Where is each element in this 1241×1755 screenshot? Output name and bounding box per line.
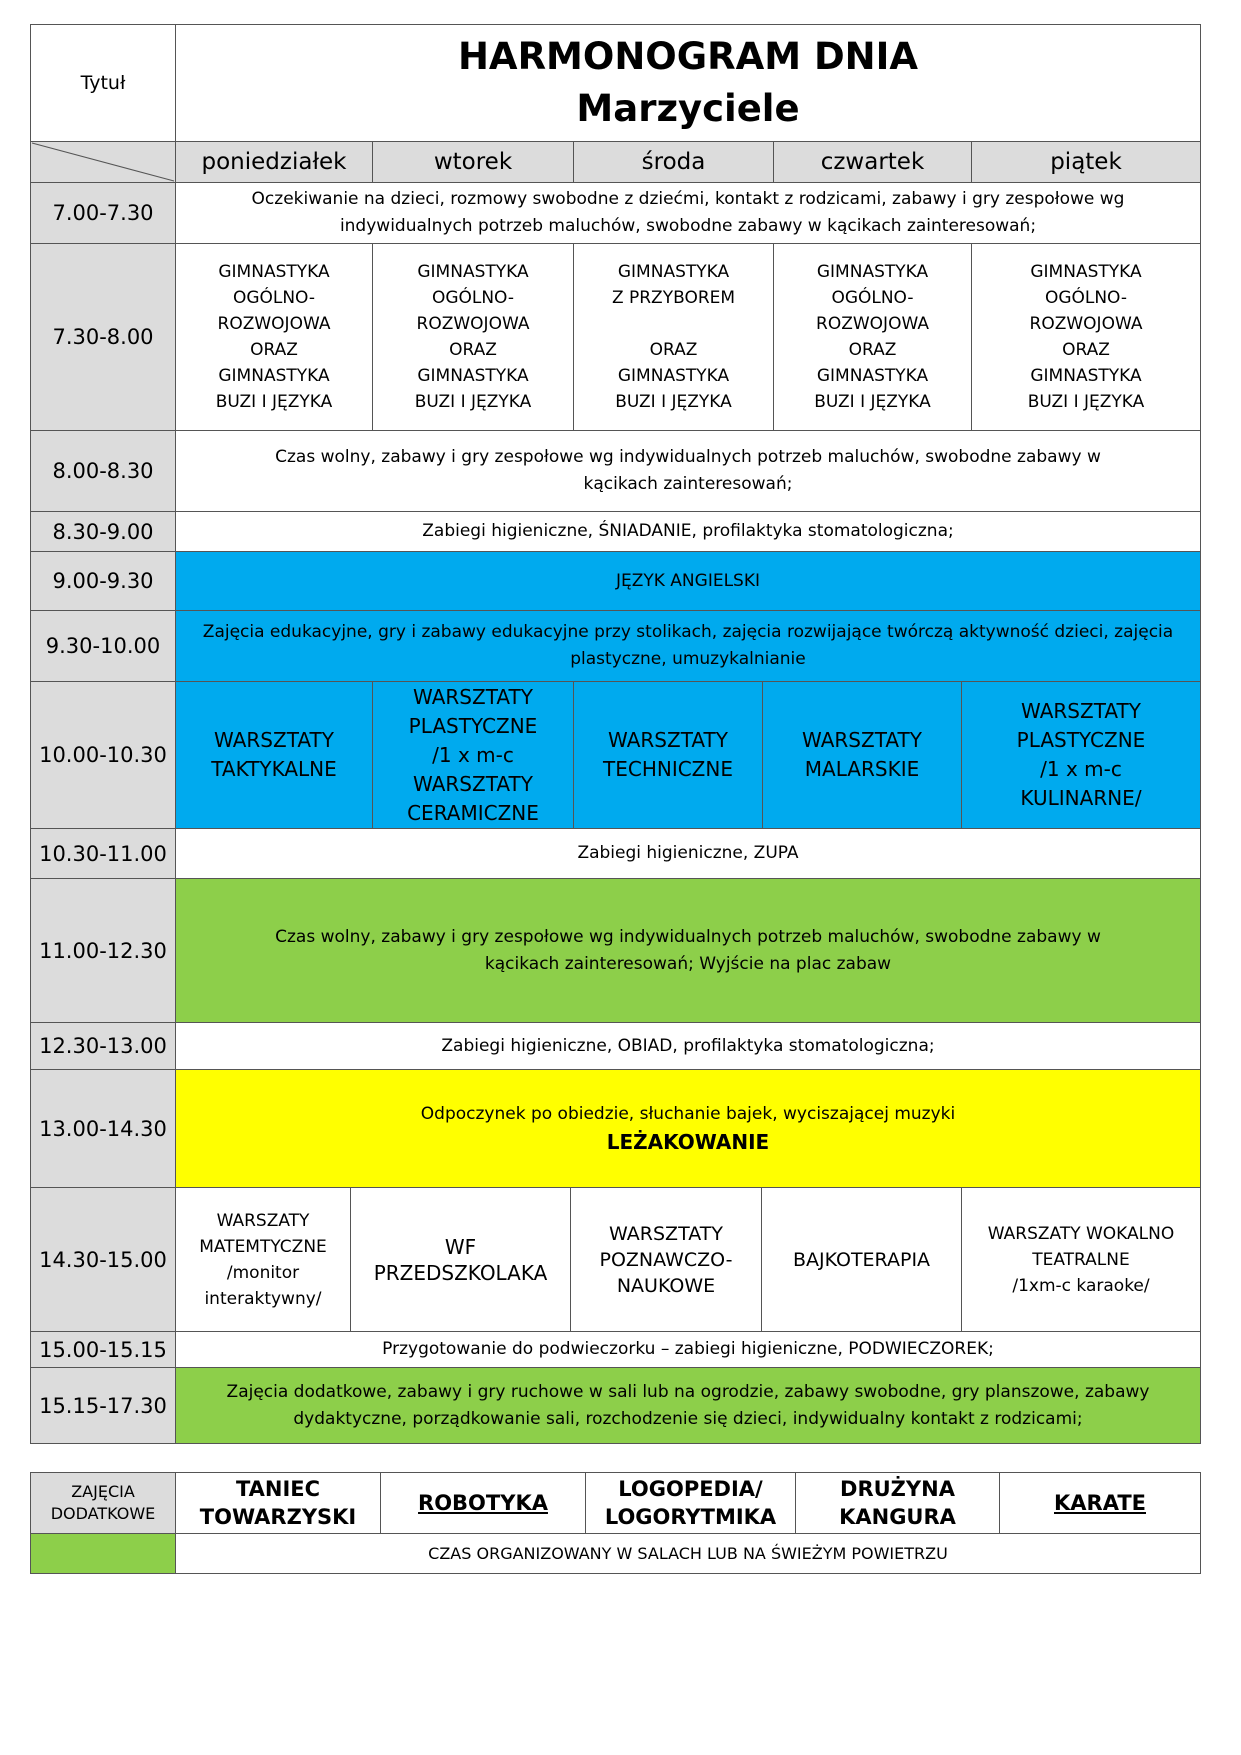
gym-line: GIMNASTYKA bbox=[417, 262, 529, 282]
gym-line: ORAZ bbox=[649, 340, 698, 360]
time-cell: 12.30-13.00 bbox=[30, 1022, 176, 1070]
workshop-line: TECHNICZNE bbox=[603, 757, 733, 781]
day-wednesday: środa bbox=[573, 141, 774, 183]
workshop-line: PLASTYCZNE bbox=[408, 713, 538, 738]
workshop-line: WARSZTATY bbox=[1021, 699, 1141, 723]
extras-label-line: DODATKOWE bbox=[50, 1504, 156, 1523]
workshop-thursday bbox=[762, 681, 962, 829]
activity-cell: Przygotowanie do podwieczorku – zabiegi higieniczne, PODWIECZOREK; bbox=[175, 1331, 1201, 1368]
time-cell: 15.15-17.30 bbox=[30, 1367, 176, 1444]
gym-line: GIMNASTYKA bbox=[816, 366, 929, 386]
time-cell: 10.30-11.00 bbox=[30, 828, 176, 879]
time-cell: 7.30-8.00 bbox=[30, 243, 176, 431]
gym-line: BUZI I JĘZYKA bbox=[615, 392, 732, 412]
gym-line: BUZI I JĘZYKA bbox=[1027, 392, 1145, 412]
gym-line: GIMNASTYKA bbox=[617, 262, 730, 282]
extras-label-cell bbox=[30, 1472, 176, 1534]
gym-line: OGÓLNO- bbox=[1044, 288, 1128, 308]
time-cell: 9.30-10.00 bbox=[30, 610, 176, 682]
gym-line: GIMNASTYKA bbox=[816, 262, 929, 282]
corner-cell bbox=[30, 141, 176, 183]
gym-line: ORAZ bbox=[1062, 340, 1110, 360]
gym-line: ROZWOJOWA bbox=[1029, 314, 1143, 334]
workshop-line: /1 x m-c bbox=[432, 742, 514, 767]
extra-line: LOGOPEDIA/ bbox=[618, 1477, 763, 1501]
extra-kangaroo-team bbox=[795, 1472, 1000, 1534]
extra-robotics bbox=[380, 1472, 586, 1534]
title-cell bbox=[175, 24, 1201, 142]
nap-cell bbox=[175, 1069, 1201, 1188]
activity-cell: Zabiegi higieniczne, ZUPA bbox=[175, 828, 1201, 879]
afternoon-tuesday bbox=[350, 1187, 571, 1332]
afternoon-friday bbox=[961, 1187, 1201, 1332]
activity-cell: Zajęcia dodatkowe, zabawy i gry ruchowe w sali lub na ogrodzie, zabawy swobodne, gry planszowe, zabawy dydaktyczne, porządkowanie sali, rozchodzenie się dzieci, indywidualny kontakt z rodzicami; bbox=[175, 1367, 1201, 1444]
afternoon-line: NAUKOWE bbox=[616, 1274, 716, 1297]
extra-speech-therapy bbox=[585, 1472, 796, 1534]
extra-line: ROBOTYKA bbox=[418, 1491, 548, 1515]
workshop-line: WARSZTATY bbox=[413, 684, 533, 709]
time-cell: 14.30-15.00 bbox=[30, 1187, 176, 1332]
gym-line: OGÓLNO- bbox=[431, 288, 515, 308]
extras-label-line: ZAJĘCIA bbox=[71, 1482, 135, 1501]
afternoon-line: /monitor bbox=[226, 1262, 300, 1283]
day-friday: piątek bbox=[971, 141, 1201, 183]
workshop-line: WARSZTATY bbox=[413, 771, 533, 796]
afternoon-line: interaktywny/ bbox=[204, 1288, 322, 1309]
workshop-line: WARSZTATY bbox=[214, 728, 334, 752]
time-cell: 8.00-8.30 bbox=[30, 430, 176, 512]
gym-line: GIMNASTYKA bbox=[617, 366, 730, 386]
gym-line: BUZI I JĘZYKA bbox=[414, 392, 532, 412]
workshop-line: CERAMICZNE bbox=[407, 800, 539, 825]
afternoon-line: WARSZATY bbox=[216, 1210, 310, 1231]
time-cell: 10.00-10.30 bbox=[30, 681, 176, 829]
time-cell: 11.00-12.30 bbox=[30, 878, 176, 1023]
afternoon-line: MATEMTYCZNE bbox=[199, 1236, 327, 1257]
gym-line: ORAZ bbox=[250, 340, 298, 360]
extra-karate bbox=[999, 1472, 1201, 1534]
afternoon-line: WARSZATY WOKALNO bbox=[987, 1223, 1175, 1244]
extra-ballroom-dance bbox=[175, 1472, 381, 1534]
gym-line: ORAZ bbox=[848, 340, 897, 360]
gym-line: OGÓLNO- bbox=[232, 288, 316, 308]
day-tuesday: wtorek bbox=[372, 141, 574, 183]
extra-line: KANGURA bbox=[839, 1505, 956, 1529]
gym-line: ROZWOJOWA bbox=[816, 314, 929, 334]
gym-line: GIMNASTYKA bbox=[1030, 366, 1142, 386]
workshop-line: /1 x m-c bbox=[1040, 757, 1122, 781]
workshop-wednesday bbox=[573, 681, 763, 829]
workshop-line: KULINARNE/ bbox=[1020, 786, 1142, 810]
workshop-line: WARSZTATY bbox=[802, 728, 922, 752]
extra-line: KARATE bbox=[1054, 1491, 1146, 1515]
gym-line: GIMNASTYKA bbox=[417, 366, 529, 386]
gym-tuesday bbox=[372, 243, 574, 431]
extras-color-cell bbox=[30, 1533, 176, 1574]
gym-friday bbox=[971, 243, 1201, 431]
workshop-line: PLASTYCZNE bbox=[1016, 728, 1146, 752]
gym-line: BUZI I JĘZYKA bbox=[215, 392, 333, 412]
afternoon-line: POZNAWCZO- bbox=[599, 1248, 733, 1271]
tytul-cell bbox=[30, 24, 176, 142]
afternoon-wednesday bbox=[570, 1187, 762, 1332]
workshop-monday bbox=[175, 681, 373, 829]
activity-cell: Zabiegi higieniczne, OBIAD, profilaktyka stomatologiczna; bbox=[175, 1022, 1201, 1070]
gym-line: ROZWOJOWA bbox=[217, 314, 331, 334]
gym-wednesday bbox=[573, 243, 774, 431]
nap-title: LEŻAKOWANIE bbox=[606, 1130, 770, 1154]
day-monday: poniedziałek bbox=[175, 141, 373, 183]
gym-line: GIMNASTYKA bbox=[218, 366, 330, 386]
gym-thursday bbox=[773, 243, 972, 431]
gym-monday bbox=[175, 243, 373, 431]
activity-cell: Czas wolny, zabawy i gry zespołowe wg indywidualnych potrzeb maluchów, swobodne zabawy w kącikach zainteresowań; Wyjście na plac zabaw bbox=[175, 878, 1201, 1023]
afternoon-thursday bbox=[761, 1187, 962, 1332]
group-name: Marzyciele bbox=[576, 87, 800, 130]
extra-line: DRUŻYNA bbox=[840, 1477, 955, 1501]
gym-line: ROZWOJOWA bbox=[416, 314, 530, 334]
nap-description: Odpoczynek po obiedzie, słuchanie bajek, wyciszającej muzyki bbox=[420, 1104, 956, 1124]
workshop-tuesday bbox=[372, 681, 574, 829]
afternoon-line: TEATRALNE bbox=[1032, 1249, 1130, 1270]
afternoon-line: WF bbox=[444, 1234, 477, 1259]
page-title: HARMONOGRAM DNIA bbox=[457, 35, 919, 78]
gym-line: GIMNASTYKA bbox=[1030, 262, 1142, 282]
afternoon-line: /1xm-c karaoke/ bbox=[1012, 1275, 1150, 1296]
day-thursday: czwartek bbox=[773, 141, 972, 183]
afternoon-monday bbox=[175, 1187, 351, 1332]
afternoon-line: WARSZTATY bbox=[609, 1222, 723, 1245]
gym-line: OGÓLNO- bbox=[831, 288, 914, 308]
afternoon-line: PRZEDSZKOLAKA bbox=[373, 1260, 548, 1285]
gym-line: Z PRZYBOREM bbox=[611, 288, 736, 308]
workshop-line: WARSZTATY bbox=[608, 728, 728, 752]
time-cell: 13.00-14.30 bbox=[30, 1069, 176, 1188]
workshop-line: TAKTYKALNE bbox=[211, 757, 337, 781]
afternoon-line: BAJKOTERAPIA bbox=[792, 1248, 931, 1271]
gym-line: ORAZ bbox=[449, 340, 497, 360]
time-cell: 7.00-7.30 bbox=[30, 182, 176, 244]
english-cell: JĘZYK ANGIELSKI bbox=[175, 551, 1201, 611]
extra-line: TOWARZYSKI bbox=[199, 1505, 357, 1529]
activity-cell: Zabiegi higieniczne, ŚNIADANIE, profilaktyka stomatologiczna; bbox=[175, 511, 1201, 552]
activity-cell: Oczekiwanie na dzieci, rozmowy swobodne z dziećmi, kontakt z rodzicami, zabawy i gry zespołowe wg indywidualnych potrzeb maluchów, swobodne zabawy w kącikach zainteresowań; bbox=[175, 182, 1201, 244]
extra-line: TANIEC bbox=[235, 1477, 321, 1501]
workshop-line: MALARSKIE bbox=[804, 757, 920, 781]
activity-cell: Zajęcia edukacyjne, gry i zabawy edukacyjne przy stolikach, zajęcia rozwijające twórczą aktywność dzieci, zajęcia plastyczne, umuzykalnianie bbox=[175, 610, 1201, 682]
extra-line: LOGORYTMIKA bbox=[604, 1505, 777, 1529]
activity-cell: Czas wolny, zabawy i gry zespołowe wg indywidualnych potrzeb maluchów, swobodne zabawy w kącikach zainteresowań; bbox=[175, 430, 1201, 512]
gym-line: GIMNASTYKA bbox=[218, 262, 330, 282]
time-cell: 15.00-15.15 bbox=[30, 1331, 176, 1368]
time-cell: 8.30-9.00 bbox=[30, 511, 176, 552]
gym-line: BUZI I JĘZYKA bbox=[814, 392, 931, 412]
workshop-friday bbox=[961, 681, 1201, 829]
time-cell: 9.00-9.30 bbox=[30, 551, 176, 611]
extras-note: CZAS ORGANIZOWANY W SALACH LUB NA ŚWIEŻYM POWIETRZU bbox=[175, 1533, 1201, 1574]
tytul-label: Tytuł bbox=[80, 72, 126, 94]
